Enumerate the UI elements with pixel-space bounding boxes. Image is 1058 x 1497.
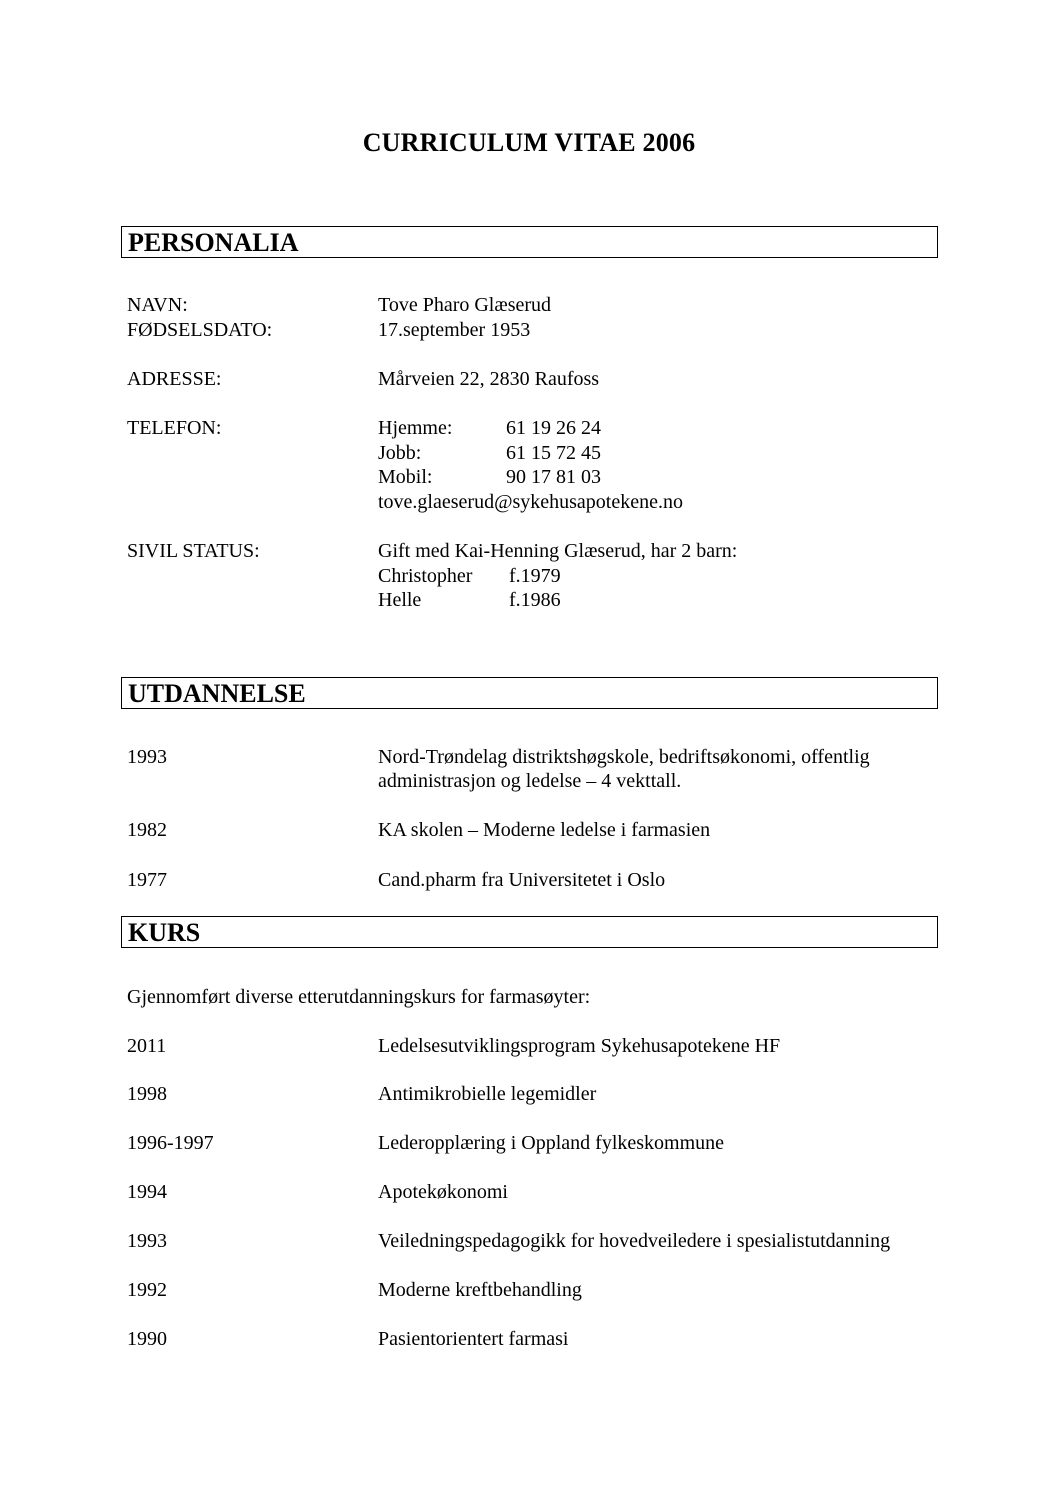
child-name: Helle <box>378 589 422 611</box>
kurs-year: 1996-1997 <box>127 1132 214 1154</box>
adresse-value: Mårveien 22, 2830 Raufoss <box>378 368 600 390</box>
email-value: tove.glaeserud@sykehusapotekene.no <box>378 491 683 513</box>
navn-value: Tove Pharo Glæserud <box>378 294 552 316</box>
adresse-label: ADRESSE: <box>127 368 222 390</box>
sivil-value: Gift med Kai-Henning Glæserud, har 2 barn: <box>378 540 738 562</box>
kurs-text: Apotekøkonomi <box>378 1181 508 1203</box>
kurs-year: 1994 <box>127 1181 167 1203</box>
kurs-text: Antimikrobielle legemidler <box>378 1083 597 1105</box>
kurs-text: Lederopplæring i Oppland fylkeskommune <box>378 1132 725 1154</box>
phone-number: 90 17 81 03 <box>506 466 601 488</box>
phone-type: Jobb: <box>378 442 422 464</box>
kurs-text: Pasientorientert farmasi <box>378 1328 569 1350</box>
kurs-text: Ledelsesutviklingsprogram Sykehusapotekene HF <box>378 1035 781 1057</box>
section-personalia <box>121 226 938 258</box>
telefon-label: TELEFON: <box>127 417 222 439</box>
section-heading: KURS <box>128 918 201 947</box>
utdannelse-year: 1977 <box>127 869 167 891</box>
page-title: CURRICULUM VITAE 2006 <box>362 128 696 157</box>
kurs-year: 1993 <box>127 1230 167 1252</box>
phone-type: Hjemme: <box>378 417 453 439</box>
navn-label: NAVN: <box>127 294 188 316</box>
child-name: Christopher <box>378 565 473 587</box>
utdannelse-year: 1982 <box>127 819 167 841</box>
section-kurs <box>121 916 938 948</box>
kurs-year: 1998 <box>127 1083 167 1105</box>
utdannelse-text: Nord-Trøndelag distriktshøgskole, bedriftsøkonomi, offentlig <box>378 746 870 768</box>
kurs-text: Moderne kreftbehandling <box>378 1279 582 1301</box>
child-born: f.1986 <box>509 589 561 611</box>
section-heading: PERSONALIA <box>128 228 299 257</box>
sivil-label: SIVIL STATUS: <box>127 540 260 562</box>
child-born: f.1979 <box>509 565 561 587</box>
utdannelse-text-cont: administrasjon og ledelse – 4 vekttall. <box>378 770 682 792</box>
utdannelse-text: Cand.pharm fra Universitetet i Oslo <box>378 869 666 891</box>
kurs-year: 2011 <box>127 1035 167 1057</box>
kurs-text: Veiledningspedagogikk for hovedveiledere i spesialistutdanning <box>378 1230 891 1252</box>
fodselsdato-label: FØDSELSDATO: <box>127 319 273 341</box>
phone-number: 61 19 26 24 <box>506 417 601 439</box>
phone-type: Mobil: <box>378 466 433 488</box>
utdannelse-year: 1993 <box>127 746 167 768</box>
section-utdannelse <box>121 677 938 709</box>
kurs-year: 1992 <box>127 1279 167 1301</box>
kurs-intro: Gjennomført diverse etterutdanningskurs for farmasøyter: <box>127 986 591 1008</box>
section-heading: UTDANNELSE <box>128 679 306 708</box>
phone-number: 61 15 72 45 <box>506 442 601 464</box>
utdannelse-text: KA skolen – Moderne ledelse i farmasien <box>378 819 711 841</box>
fodselsdato-value: 17.september 1953 <box>378 319 531 341</box>
kurs-year: 1990 <box>127 1328 167 1350</box>
